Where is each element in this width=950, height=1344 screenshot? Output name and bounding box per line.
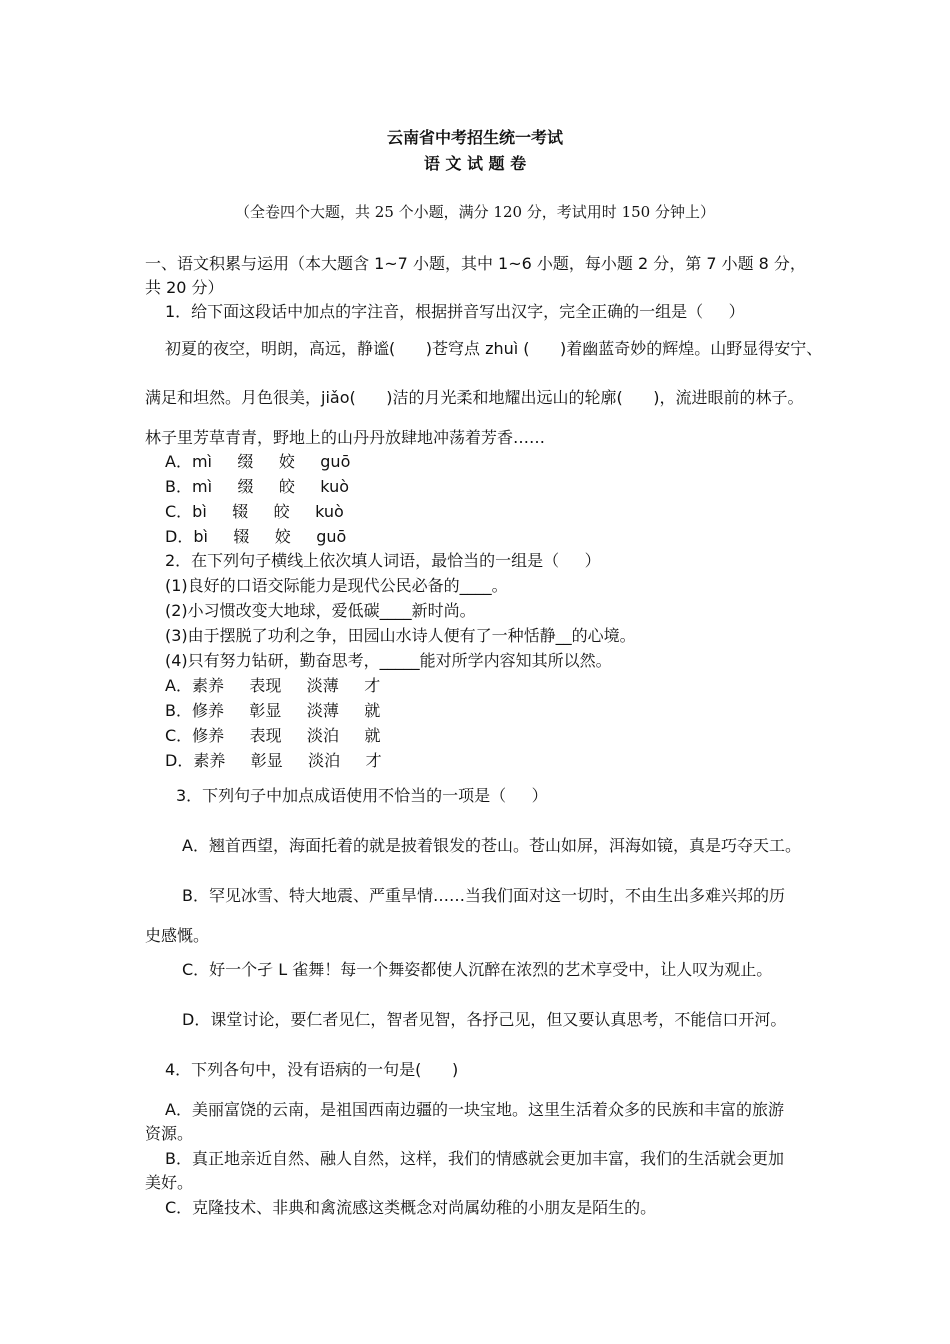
exam-title: 云南省中考招生统一考试 [386,128,563,147]
q4-option-cont: 资源。 [145,1124,194,1143]
q1-option: B．mì 缀 皎 kuò [165,477,350,496]
q2-option: B．修养 彰显 淡薄 就 [165,701,381,720]
q2-sentence: (4)只有努力钻研，勤奋思考，_____能对所学内容知其所以然。 [165,651,612,670]
q2-sentence: (1)良好的口语交际能力是现代公民必备的____。 [165,576,508,595]
q2-stem: 2．在下列句子横线上依次填人词语，最恰当的一组是（ ） [165,551,601,570]
q4-option: C．克隆技术、非典和禽流感这类概念对尚属幼稚的小朋友是陌生的。 [165,1198,657,1217]
q3-option: C．好一个孑 L 雀舞！每一个舞姿都使人沉醉在浓烈的艺术享受中，让人叹为观止。 [182,960,773,979]
section-heading-cont: 共 20 分） [145,278,224,297]
q4-stem: 4．下列各句中，没有语病的一句是( ) [165,1060,459,1079]
q4-option-cont: 美好。 [145,1173,194,1192]
section-heading: 一、语文积累与运用（本大题含 1~7 小题，其中 1~6 小题，每小题 2 分，第 7 小题 8 分， [145,254,806,273]
q3-option: A．翘首西望，海面托着的就是披着银发的苍山。苍山如屏，洱海如镜，真是巧夺天工。 [182,836,801,855]
q2-sentence: (3)由于摆脱了功利之争，田园山水诗人便有了一种恬静__的心境。 [165,626,636,645]
exam-subtitle: 语 文 试 题 卷 [423,154,527,173]
q1-passage: 满足和坦然。月色很美，jiǎo( )洁的月光柔和地耀出远山的轮廓( )，流进眼前的林子。 [145,388,804,407]
q1-passage: 初夏的夜空，明朗，高远，静谧( )苍穹点 zhuì ( )着幽蓝奇妙的辉煌。山野显得安宁、 [165,339,823,358]
q1-passage: 林子里芳草青青，野地上的山丹丹放肆地冲荡着芳香…… [145,428,546,447]
q4-option: A．美丽富饶的云南，是祖国西南边疆的一块宝地。这里生活着众多的民族和丰富的旅游 [165,1100,784,1119]
q3-stem: 3．下列句子中加点成语使用不恰当的一项是（ ） [176,786,548,805]
q2-option: A．素养 表现 淡薄 才 [165,676,381,695]
q1-option: C．bì 辍 皎 kuò [165,502,344,521]
q3-option: B．罕见冰雪、特大地震、严重旱情……当我们面对这一切时，不由生出多难兴邦的历 [182,886,785,905]
q1-stem: 1．给下面这段话中加点的字注音，根据拼音写出汉字，完全正确的一组是（ ） [165,302,745,321]
q1-option: A．mì 缀 姣 guō [165,452,351,471]
q2-sentence: (2)小习惯改变大地球，爱低碳____新时尚。 [165,601,476,620]
exam-note: （全卷四个大题，共 25 个小题，满分 120 分，考试用时 150 分钟上） [235,203,715,221]
q3-option: D．课堂讨论，要仁者见仁，智者见智，各抒己见，但又要认真思考，不能信口开河。 [182,1010,787,1029]
q4-option: B．真正地亲近自然、融人自然，这样，我们的情感就会更加丰富，我们的生活就会更加 [165,1149,784,1168]
q1-option: D．bì 辍 姣 guō [165,527,347,546]
q3-option-cont: 史感慨。 [145,926,210,945]
q2-option: C．修养 表现 淡泊 就 [165,726,381,745]
q2-option: D．素养 彰显 淡泊 才 [165,751,382,770]
